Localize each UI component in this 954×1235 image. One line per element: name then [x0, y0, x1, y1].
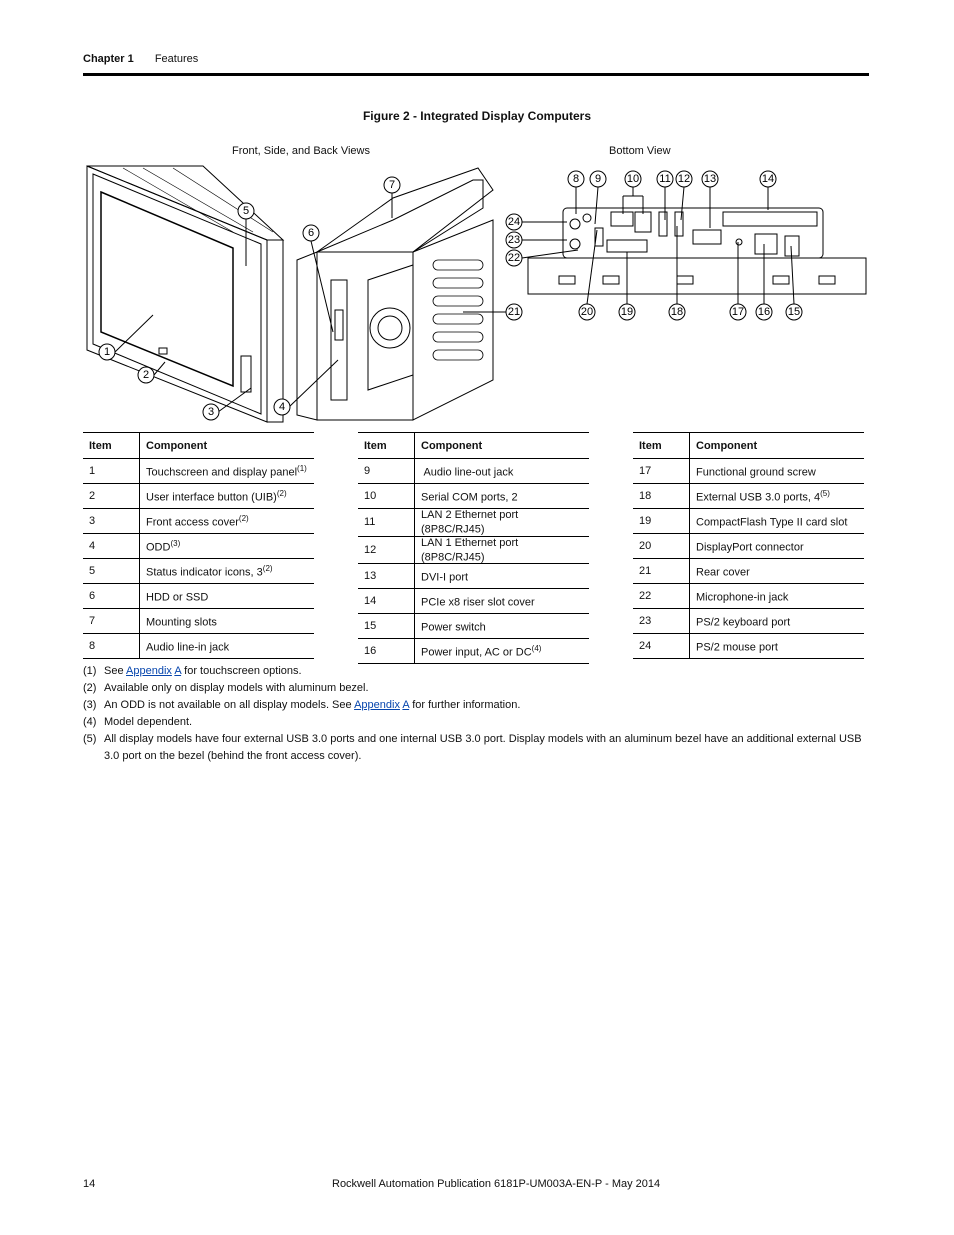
callout-12: [676, 171, 692, 187]
computer-illustration: [83, 160, 869, 425]
table-row: 19 CompactFlash Type II card slot: [633, 509, 864, 534]
callout-17: [730, 304, 746, 320]
svg-text:11: 11: [659, 173, 671, 185]
footnotes: [83, 663, 869, 765]
callout-3: [203, 404, 219, 420]
svg-text:10: 10: [626, 173, 640, 185]
callout-15: [786, 304, 802, 320]
table-row: 16 Power input, AC or DC$^{(4)}$: [358, 639, 589, 664]
callout-13: [702, 171, 718, 187]
table-row: 12 LAN 1 Ethernet port (8P8C/RJ45): [358, 536, 589, 564]
table-row: 7 Mounting slots: [83, 609, 314, 634]
component-table-3: [633, 432, 864, 659]
bottom-view-label: Bottom View: [609, 145, 671, 157]
component-header: Component: [415, 433, 590, 459]
component-header: Component: [690, 433, 865, 459]
callout-20: [579, 304, 595, 320]
front-view-drawing: [87, 166, 286, 422]
table-row: 4 ODD$^{(3)}$: [83, 534, 314, 559]
chapter-label: Chapter 1: [83, 53, 134, 65]
callout-21: [506, 304, 522, 320]
svg-text:5: 5: [242, 205, 250, 217]
table-row: 23 PS/2 keyboard port: [633, 609, 864, 634]
appendix-link[interactable]: Appendix: [126, 665, 172, 677]
item-header: Item: [633, 433, 690, 459]
callout-14: [760, 171, 776, 187]
svg-text:23: 23: [507, 234, 521, 246]
svg-text:4: 4: [278, 401, 286, 413]
svg-text:7: 7: [388, 179, 396, 191]
callout-19: [619, 304, 635, 320]
svg-text:6: 6: [307, 227, 315, 239]
table-row: 6 HDD or SSD: [83, 584, 314, 609]
callout-24: [506, 214, 522, 230]
footnote-4: (4) Model dependent.: [83, 716, 193, 728]
footnote-2: (2) Available only on display models with aluminum bezel.: [83, 682, 369, 694]
callout-9: [590, 171, 606, 187]
table-row: 20 DisplayPort connector: [633, 534, 864, 559]
callout-2: [138, 367, 154, 383]
svg-text:22: 22: [507, 252, 521, 264]
svg-text:24: 24: [507, 216, 521, 228]
table-row: 2 User interface button (UIB)$^{(2)}$: [83, 484, 314, 509]
table-row: 14 PCIe x8 riser slot cover: [358, 589, 589, 614]
callout-10: [625, 171, 641, 187]
svg-text:2: 2: [142, 369, 150, 381]
table-row: 3 Front access cover$^{(2)}$: [83, 509, 314, 534]
front-side-back-label: Front, Side, and Back Views: [232, 145, 370, 157]
table-row: 21 Rear cover: [633, 559, 864, 584]
footnote-1: (1) See Appendix A for touchscreen options.: [83, 665, 302, 677]
appendix-a-link[interactable]: A: [174, 665, 182, 677]
bottom-view-drawing: [528, 208, 866, 294]
table-row: 15 Power switch: [358, 614, 589, 639]
table-row: 9 Audio line-out jack: [358, 459, 589, 484]
page-number: 14: [83, 1178, 96, 1190]
item-header: Item: [83, 433, 140, 459]
svg-text:8: 8: [572, 173, 580, 185]
svg-text:13: 13: [703, 173, 717, 185]
svg-text:21: 21: [507, 306, 521, 318]
component-table-1: [83, 432, 314, 659]
header-rule: [83, 73, 869, 76]
callout-4: [274, 399, 290, 415]
svg-text:9: 9: [594, 173, 602, 185]
svg-text:16: 16: [757, 306, 771, 318]
svg-text:18: 18: [670, 306, 684, 318]
svg-text:3: 3: [207, 406, 215, 418]
table-row: 11 LAN 2 Ethernet port (8P8C/RJ45): [358, 509, 589, 537]
component-header: Component: [140, 433, 315, 459]
callout-23: [506, 232, 522, 248]
table-row: 10 Serial COM ports, 2: [358, 484, 589, 509]
callout-5: [238, 203, 254, 219]
section-label: Features: [154, 53, 199, 65]
table-row: 13 DVI-I port: [358, 564, 589, 589]
footnote-5: (5) All display models have four external USB 3.0 ports and one internal USB 3.0 port. Display models with an aluminum bezel have an additional external USB 3.0 port on the bezel (behind the front access cover).: [83, 733, 862, 762]
page-header: [83, 53, 869, 65]
svg-text:12: 12: [677, 173, 691, 185]
svg-text:15: 15: [787, 306, 801, 318]
callout-11: [657, 171, 673, 187]
svg-text:1: 1: [103, 346, 111, 358]
svg-text:19: 19: [620, 306, 634, 318]
svg-text:14: 14: [761, 173, 775, 185]
side-back-view-drawing: [297, 168, 493, 420]
appendix-a-link[interactable]: A: [402, 699, 410, 711]
table-row: 18 External USB 3.0 ports, 4$^{(5)}$: [633, 484, 864, 509]
svg-text:20: 20: [580, 306, 594, 318]
callout-6: [303, 225, 319, 241]
table-row: 5 Status indicator icons, 3$^{(2)}$: [83, 559, 314, 584]
figure-title: Figure 2 - Integrated Display Computers: [362, 109, 592, 123]
callout-18: [669, 304, 685, 320]
svg-text:17: 17: [731, 306, 745, 318]
callout-8: [568, 171, 584, 187]
table-row: 22 Microphone-in jack: [633, 584, 864, 609]
table-row: 8 Audio line-in jack: [83, 634, 314, 659]
callout-16: [756, 304, 772, 320]
publication-info: Rockwell Automation Publication 6181P-UM003A-EN-P - May 2014: [332, 1178, 661, 1190]
item-header: Item: [358, 433, 415, 459]
callout-22: [506, 250, 522, 266]
table-row: 24 PS/2 mouse port: [633, 634, 864, 659]
callout-1: [99, 344, 115, 360]
callout-7: [384, 177, 400, 193]
table-row: 17 Functional ground screw: [633, 459, 864, 484]
component-table-2: [358, 432, 589, 664]
table-row: 1 Touchscreen and display panel$^{(1)}$: [83, 459, 314, 484]
appendix-link[interactable]: Appendix: [354, 699, 400, 711]
footnote-3: (3) An ODD is not available on all display models. See Appendix A for further information.: [83, 699, 521, 711]
